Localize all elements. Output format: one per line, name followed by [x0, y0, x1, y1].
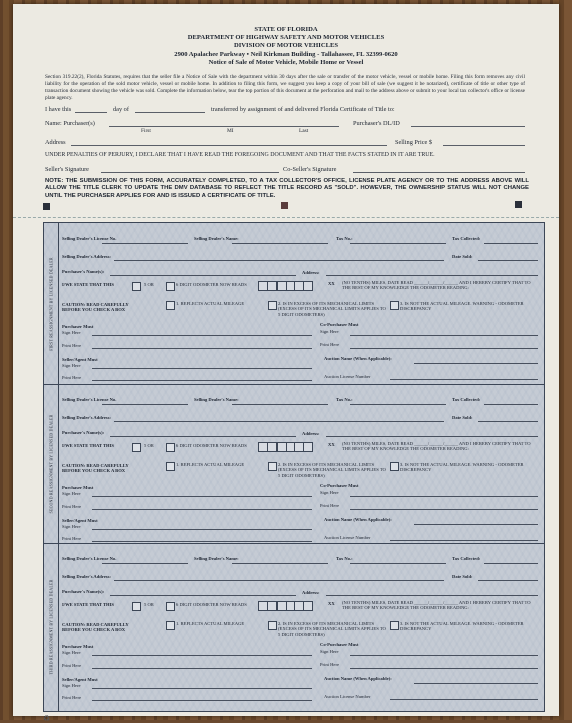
- five-or-label: 5 OR: [144, 443, 154, 448]
- date-sold-field[interactable]: [478, 580, 538, 581]
- odometer-digits-a[interactable]: [258, 442, 296, 450]
- auction-name-label: Auction Name (When Applicable):: [324, 356, 392, 361]
- seller-print-here-label: Print Here: [62, 695, 82, 700]
- mi-caption: MI: [227, 128, 234, 134]
- co-purchaser-must-label: Co-Purchaser Must: [320, 483, 359, 488]
- purchaser-signature-field[interactable]: [92, 335, 312, 336]
- tax-no-label: Tax No.:: [336, 236, 353, 241]
- selling-dealer-license-label: Selling Dealer's License No.: [62, 556, 117, 561]
- auction-name-field[interactable]: [414, 683, 538, 684]
- option-2-label: 2. IS IN EXCESS OF ITS MECHANICAL LIMITS (EXCESS OF ITS MECHANICAL LIMITS APPLIES TO 5 DIGIT ODOMETERS): [278, 621, 386, 637]
- tax-no-label: Tax No.:: [336, 397, 353, 402]
- five-or-label: 5 OR: [144, 602, 154, 607]
- six-digit-checkbox[interactable]: [166, 443, 175, 452]
- five-or-label: 5 OR: [144, 282, 154, 287]
- tax-collected-field[interactable]: [484, 404, 538, 405]
- purchaser-print-field[interactable]: [92, 509, 312, 510]
- seller-sign-here-label: Sign Here: [62, 524, 81, 529]
- odometer-discrepancy-checkbox[interactable]: [390, 621, 399, 630]
- dealer-name-field[interactable]: [232, 243, 328, 244]
- option-2-label: 2. IS IN EXCESS OF ITS MECHANICAL LIMITS (EXCESS OF ITS MECHANICAL LIMITS APPLIES TO 5 DIGIT ODOMETERS): [278, 462, 386, 478]
- registration-marker-right: [515, 201, 522, 208]
- purchaser-address-field[interactable]: [326, 595, 538, 596]
- seller-signature-field[interactable]: [92, 529, 312, 530]
- tax-no-field[interactable]: [350, 563, 446, 564]
- five-digit-checkbox[interactable]: [132, 443, 141, 452]
- dealer-license-field[interactable]: [102, 404, 188, 405]
- dealer-license-field[interactable]: [102, 563, 188, 564]
- co-purchaser-print-field[interactable]: [350, 509, 538, 510]
- option-2-label: 2. IS IN EXCESS OF ITS MECHANICAL LIMITS (EXCESS OF ITS MECHANICAL LIMITS APPLIES TO 5 DIGIT ODOMETERS): [278, 301, 386, 317]
- purchaser-signature-field[interactable]: [92, 496, 312, 497]
- tax-collected-label: Tax Collected:: [452, 236, 481, 241]
- xx-label: XX: [328, 281, 335, 286]
- date-sold-label: Date Sold:: [452, 574, 473, 579]
- date-sold-field[interactable]: [478, 421, 538, 422]
- purchaser-print-field[interactable]: [92, 348, 312, 349]
- address-label: Address: [45, 139, 66, 146]
- purchaser-address-label: Address:: [302, 590, 320, 595]
- purchaser-sign-here-label: Sign Here: [62, 330, 81, 335]
- selling-dealer-address-label: Selling Dealer's Address:: [62, 254, 111, 259]
- odometer-digits-a[interactable]: [258, 601, 296, 609]
- we-state-label: I/WE STATE THAT THIS: [62, 282, 114, 287]
- purchaser-names-label: Purchaser's Name(s):: [62, 589, 105, 594]
- selling-dealer-name-label: Selling Dealer's Name:: [194, 236, 239, 241]
- intro-paragraph: Section 319.22(2), Florida Statutes, requires that the seller file a Notice of Sale with the department within 30 days after the sale or transfer of the motor vehicle, vessel or mobile home. Filing this form removes any civil liability for the operation of the sold motor vehicle, vessel or mobile home. In addition to filing this form, we suggest you keep a copy of your bill of sale (we suggest it be notarized), certificate of title or other type of transaction document showing the vehicle was sold. Complete the information below, tear the top portion of this document at the perforation and mail to the address above or submit to your local tax collector's office or license plate agency.: [45, 74, 525, 101]
- purchaser-print-here-label: Print Here: [62, 343, 82, 348]
- seller-agent-must-label: Seller/Agent Must: [62, 357, 98, 362]
- five-digit-checkbox[interactable]: [132, 282, 141, 291]
- xx-label: XX: [328, 601, 335, 606]
- section-side-text: FIRST REASSIGNMENT BY LICENSED DEALER: [48, 256, 54, 351]
- odometer-digit-box[interactable]: [303, 442, 313, 452]
- purchaser-names-label: Purchaser's Name(s):: [62, 430, 105, 435]
- odometer-digits-b[interactable]: [294, 601, 313, 609]
- co-purchaser-signature-field[interactable]: [350, 496, 538, 497]
- dealer-address-field[interactable]: [114, 580, 444, 581]
- auction-license-field[interactable]: [390, 379, 538, 380]
- co-purchaser-must-label: Co-Purchaser Must: [320, 322, 359, 327]
- day-field[interactable]: [75, 112, 107, 113]
- seller-print-field[interactable]: [92, 700, 312, 701]
- section-side-label: [44, 543, 59, 711]
- tax-no-label: Tax No.:: [336, 556, 353, 561]
- form-page: [13, 4, 559, 723]
- section-side-label: [44, 384, 59, 543]
- purchaser-print-here-label: Print Here: [62, 504, 82, 509]
- selling-price-label: Selling Price $: [395, 139, 433, 146]
- selling-price-field[interactable]: [443, 145, 525, 146]
- purchaser-address-label: Address:: [302, 431, 320, 436]
- reassignment-section-1: [44, 223, 544, 385]
- first-caption: First: [141, 128, 151, 134]
- excess-limits-checkbox[interactable]: [268, 462, 277, 471]
- odometer-digit-box[interactable]: [303, 601, 313, 611]
- five-digit-checkbox[interactable]: [132, 602, 141, 611]
- purchaser-name-label: Name: Purchaser(s): [45, 120, 95, 127]
- selling-dealer-name-label: Selling Dealer's Name:: [194, 556, 239, 561]
- co-purchaser-print-field[interactable]: [350, 348, 538, 349]
- selling-dealer-license-label: Selling Dealer's License No.: [62, 397, 117, 402]
- auction-name-label: Auction Name (When Applicable):: [324, 676, 392, 681]
- co-purchaser-signature-field[interactable]: [350, 335, 538, 336]
- i-have-label: I have this: [45, 106, 72, 113]
- seller-agent-must-label: Seller/Agent Must: [62, 518, 98, 523]
- registration-marker-center: [281, 202, 288, 209]
- actual-mileage-checkbox[interactable]: [166, 621, 175, 630]
- odometer-discrepancy-checkbox[interactable]: [390, 301, 399, 310]
- seller-signature-field[interactable]: [92, 368, 312, 369]
- option-1-label: 1. REFLECTS ACTUAL MILEAGE: [176, 462, 245, 467]
- co-purchaser-sign-here-label: Sign Here: [320, 329, 339, 334]
- registration-marker-left: [43, 203, 50, 210]
- transferred-label: transferred by assignment of and delivered Florida Certificate of Title to:: [211, 106, 395, 113]
- purchaser-address-field[interactable]: [326, 436, 538, 437]
- seller-sign-here-label: Sign Here: [62, 363, 81, 368]
- odometer-certify-text: (NO TENTHS) MILES, DATE READ ______/______/______ AND I HEREBY CERTIFY THAT TO THE BEST OF MY KNOWLEDGE THE ODOMETER READING:: [342, 600, 531, 611]
- option-3-label: 3. IS NOT THE ACTUAL MILEAGE. WARNING - ODOMETER DISCREPANCY: [400, 621, 524, 632]
- section-side-text: THIRD REASSIGNMENT BY LICENSED DEALER: [48, 579, 54, 675]
- seller-print-here-label: Print Here: [62, 536, 82, 541]
- co-purchaser-sign-here-label: Sign Here: [320, 490, 339, 495]
- tax-collected-label: Tax Collected:: [452, 556, 481, 561]
- selling-dealer-address-label: Selling Dealer's Address:: [62, 415, 111, 420]
- odometer-digits-a[interactable]: [258, 281, 296, 289]
- header-address: 2900 Apalachee Parkway • Neil Kirkman Building - Tallahassee, FL 32399-0620: [174, 50, 398, 58]
- perjury-statement: UNDER PENALTIES OF PERJURY, I DECLARE THAT I HAVE READ THE FOREGOING DOCUMENT AND THAT THE FACTS STATED IN IT ARE TRUE.: [45, 152, 435, 158]
- purchaser-signature-field[interactable]: [92, 655, 312, 656]
- date-sold-label: Date Sold:: [452, 415, 473, 420]
- reassignment-section-3: [44, 543, 544, 712]
- actual-mileage-checkbox[interactable]: [166, 301, 175, 310]
- dealer-address-field[interactable]: [114, 421, 444, 422]
- purchaser-must-label: Purchaser Must: [62, 324, 94, 329]
- tax-no-field[interactable]: [350, 404, 446, 405]
- odometer-discrepancy-checkbox[interactable]: [390, 462, 399, 471]
- odometer-digits-b[interactable]: [294, 442, 313, 450]
- month-field[interactable]: [135, 112, 205, 113]
- auction-name-field[interactable]: [414, 363, 538, 364]
- seller-print-here-label: Print Here: [62, 375, 82, 380]
- auction-license-field[interactable]: [390, 540, 538, 541]
- dealer-reassignment-panel: [43, 222, 545, 712]
- option-3-label: 3. IS NOT THE ACTUAL MILEAGE. WARNING - ODOMETER DISCREPANCY: [400, 462, 524, 473]
- form-title: Notice of Sale of Motor Vehicle, Mobile Home or Vessel: [208, 58, 364, 66]
- odometer-digit-box[interactable]: [303, 281, 313, 291]
- we-state-label: I/WE STATE THAT THIS: [62, 602, 114, 607]
- purchaser-names-field[interactable]: [110, 436, 296, 437]
- tax-collected-label: Tax Collected:: [452, 397, 481, 402]
- odometer-certify-text: (NO TENTHS) MILES, DATE READ ______/______/______ AND I HEREBY CERTIFY THAT TO THE BEST OF MY KNOWLEDGE THE ODOMETER READING:: [342, 280, 531, 291]
- header: [13, 26, 559, 67]
- caution-label: CAUTION: READ CAREFULLY BEFORE YOU CHECK A BOX: [62, 463, 129, 474]
- seller-signature-field[interactable]: [101, 172, 279, 173]
- purchaser-print-here-label: Print Here: [62, 663, 82, 668]
- dealer-name-field[interactable]: [232, 404, 328, 405]
- auction-name-field[interactable]: [414, 524, 538, 525]
- co-purchaser-print-field[interactable]: [350, 668, 538, 669]
- seller-signature-label: Seller's Signature: [45, 166, 89, 173]
- submission-note: NOTE: THE SUBMISSION OF THIS FORM, ACCURATELY COMPLETED, TO A TAX COLLECTOR'S OFFICE, LICENSE PLATE AGENCY OR TO THE ADDRESS ABOVE WILL ALLOW THE TITLE CLERK TO UPDATE THE DMV DATABASE TO REFLECT THE TITLE RECORD AS "SOLD". HOWEVER, THE OWNERSHIP STATUS WILL NOT CHANGE UNTIL THE PURCHASER APPLIES FOR AND IS ISSUED A CERTIFICATE OF TITLE.: [45, 178, 529, 199]
- auction-name-label: Auction Name (When Applicable):: [324, 517, 392, 522]
- purchaser-must-label: Purchaser Must: [62, 644, 94, 649]
- seller-sign-here-label: Sign Here: [62, 683, 81, 688]
- six-digit-label: 6 DIGIT ODOMETER NOW READS: [176, 282, 247, 287]
- seller-print-field[interactable]: [92, 541, 312, 542]
- purchaser-name-field[interactable]: [109, 126, 339, 127]
- co-purchaser-sign-here-label: Sign Here: [320, 649, 339, 654]
- purchaser-address-label: Address:: [302, 270, 320, 275]
- recycle-icon: ♻: [43, 714, 51, 723]
- purchaser-sign-here-label: Sign Here: [62, 491, 81, 496]
- coseller-signature-field[interactable]: [353, 172, 525, 173]
- date-sold-label: Date Sold:: [452, 254, 473, 259]
- excess-limits-checkbox[interactable]: [268, 621, 277, 630]
- seller-signature-field[interactable]: [92, 688, 312, 689]
- header-department: DEPARTMENT OF HIGHWAY SAFETY AND MOTOR VEHICLES: [187, 34, 385, 42]
- dealer-address-field[interactable]: [114, 260, 444, 261]
- six-digit-label: 6 DIGIT ODOMETER NOW READS: [176, 443, 247, 448]
- day-of-label: day of: [113, 106, 129, 113]
- purchaser-names-field[interactable]: [110, 595, 296, 596]
- last-caption: Last: [299, 128, 309, 134]
- odometer-digits-b[interactable]: [294, 281, 313, 289]
- selling-dealer-name-label: Selling Dealer's Name:: [194, 397, 239, 402]
- auction-license-label: Auction License Number: [324, 535, 371, 540]
- purchaser-address-field[interactable]: [326, 275, 538, 276]
- we-state-label: I/WE STATE THAT THIS: [62, 443, 114, 448]
- dealer-license-field[interactable]: [102, 243, 188, 244]
- odometer-certify-text: (NO TENTHS) MILES, DATE READ ______/______/______ AND I HEREBY CERTIFY THAT TO THE BEST OF MY KNOWLEDGE THE ODOMETER READING:: [342, 441, 531, 452]
- selling-dealer-address-label: Selling Dealer's Address:: [62, 574, 111, 579]
- perforation-line: [13, 217, 559, 218]
- six-digit-label: 6 DIGIT ODOMETER NOW READS: [176, 602, 247, 607]
- seller-agent-must-label: Seller/Agent Must: [62, 677, 98, 682]
- section-side-text: SECOND REASSIGNMENT BY LICENSED DEALER: [48, 414, 54, 513]
- reassignment-section-2: [44, 384, 544, 544]
- co-purchaser-print-here-label: Print Here: [320, 662, 340, 667]
- header-state: STATE OF FLORIDA: [254, 26, 318, 33]
- purchaser-names-label: Purchaser's Name(s):: [62, 269, 105, 274]
- six-digit-checkbox[interactable]: [166, 282, 175, 291]
- section-side-label: [44, 223, 59, 384]
- xx-label: XX: [328, 442, 335, 447]
- co-purchaser-signature-field[interactable]: [350, 655, 538, 656]
- six-digit-checkbox[interactable]: [166, 602, 175, 611]
- dealer-name-field[interactable]: [232, 563, 328, 564]
- co-purchaser-print-here-label: Print Here: [320, 342, 340, 347]
- option-1-label: 1. REFLECTS ACTUAL MILEAGE: [176, 621, 245, 626]
- purchaser-dl-label: Purchaser's DL/ID: [353, 120, 400, 127]
- purchaser-must-label: Purchaser Must: [62, 485, 94, 490]
- address-field[interactable]: [71, 145, 387, 146]
- seller-print-field[interactable]: [92, 380, 312, 381]
- date-sold-field[interactable]: [478, 260, 538, 261]
- auction-license-label: Auction License Number: [324, 694, 371, 699]
- purchaser-print-field[interactable]: [92, 668, 312, 669]
- excess-limits-checkbox[interactable]: [268, 301, 277, 310]
- tax-collected-field[interactable]: [484, 563, 538, 564]
- caution-label: CAUTION: READ CAREFULLY BEFORE YOU CHECK A BOX: [62, 302, 129, 313]
- selling-dealer-license-label: Selling Dealer's License No.: [62, 236, 117, 241]
- auction-license-label: Auction License Number: [324, 374, 371, 379]
- co-purchaser-must-label: Co-Purchaser Must: [320, 642, 359, 647]
- option-1-label: 1. REFLECTS ACTUAL MILEAGE: [176, 301, 245, 306]
- actual-mileage-checkbox[interactable]: [166, 462, 175, 471]
- co-purchaser-print-here-label: Print Here: [320, 503, 340, 508]
- purchaser-dl-field[interactable]: [411, 126, 525, 127]
- auction-license-field[interactable]: [390, 699, 538, 700]
- caution-label: CAUTION: READ CAREFULLY BEFORE YOU CHECK A BOX: [62, 622, 129, 633]
- option-3-label: 3. IS NOT THE ACTUAL MILEAGE. WARNING - ODOMETER DISCREPANCY: [400, 301, 524, 312]
- purchaser-sign-here-label: Sign Here: [62, 650, 81, 655]
- purchaser-names-field[interactable]: [110, 275, 296, 276]
- tax-no-field[interactable]: [350, 243, 446, 244]
- header-division: DIVISION OF MOTOR VEHICLES: [233, 42, 339, 50]
- coseller-signature-label: Co-Seller's Signature: [283, 166, 337, 173]
- tax-collected-field[interactable]: [484, 243, 538, 244]
